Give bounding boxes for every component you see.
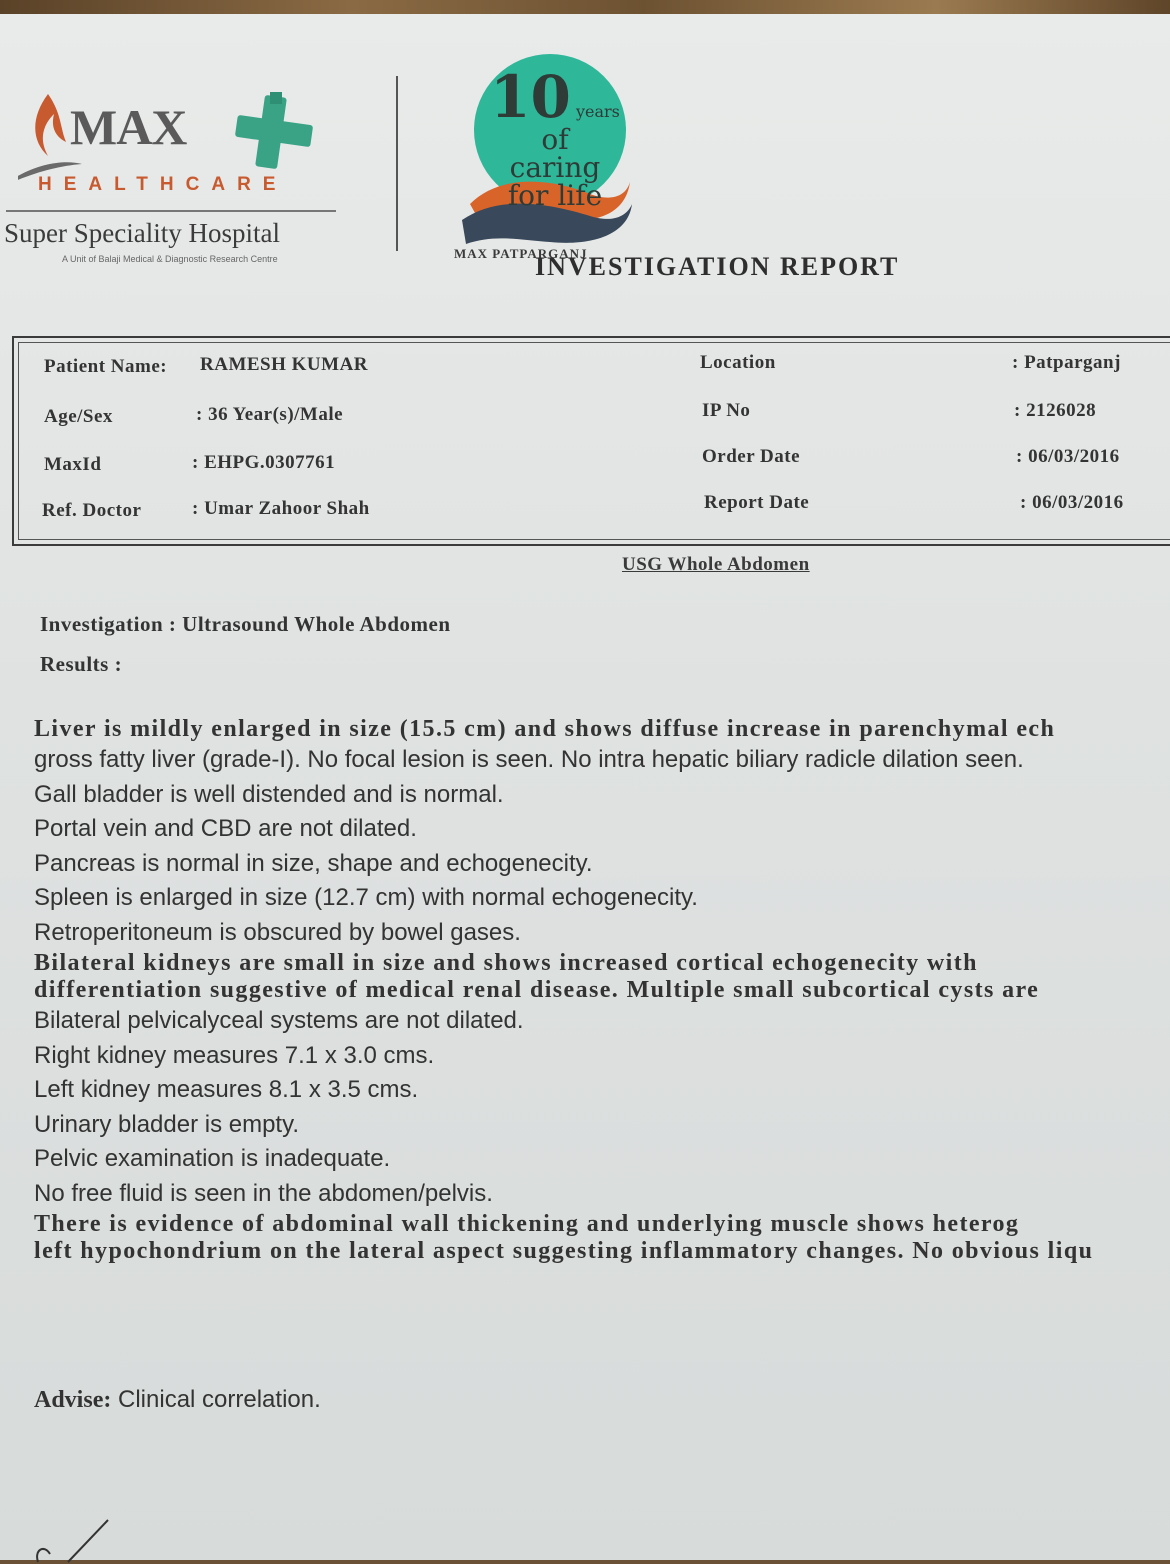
advise-value: Clinical correlation. (118, 1386, 321, 1413)
maxid-label: MaxId (44, 454, 102, 475)
finding-line: Left kidney measures 8.1 x 3.5 cms. (34, 1076, 419, 1103)
anniversary-badge (440, 54, 640, 254)
brand-subtitle: HEALTHCARE (38, 174, 288, 195)
medical-cross-icon (232, 92, 322, 172)
signature-mark-icon (28, 1514, 148, 1564)
header-divider (396, 76, 398, 251)
ref-doctor-value: : Umar Zahoor Shah (192, 498, 370, 519)
badge-life: for life (507, 179, 603, 212)
finding-line: Urinary bladder is empty. (34, 1110, 299, 1138)
badge-of: of (541, 123, 569, 156)
advise-line (34, 1386, 321, 1414)
report-date-label: Report Date (704, 492, 810, 513)
finding-line: Gall bladder is well distended and is normal. (34, 780, 504, 808)
finding-line: Pancreas is normal in size, shape and echogenecity. (34, 849, 593, 877)
order-date-value: : 06/03/2016 (1016, 446, 1120, 467)
logo-divider (6, 210, 336, 212)
finding-line: No free fluid is seen in the abdomen/pelvis. (34, 1179, 493, 1207)
patient-name-value: RAMESH KUMAR (200, 354, 369, 375)
investigation-line: Investigation : Ultrasound Whole Abdomen (40, 612, 451, 636)
finding-line: left hypochondrium on the lateral aspect suggesting inflammatory changes. No obvious liqu (34, 1238, 1094, 1264)
badge-years: years (575, 102, 620, 121)
brand-name: MAX (70, 99, 187, 155)
age-sex-label: Age/Sex (44, 406, 113, 427)
ref-doctor-label: Ref. Doctor (42, 500, 142, 521)
finding-line: gross fatty liver (grade-I). No focal lesion is seen. No intra hepatic biliary radicle dilation seen. (34, 746, 1024, 773)
order-date-label: Order Date (702, 446, 801, 467)
finding-line: Spleen is enlarged in size (12.7 cm) with normal echogenecity. (34, 884, 698, 911)
badge-text (480, 63, 630, 212)
ip-no-value: : 2126028 (1014, 400, 1097, 421)
maxid-value: : EHPG.0307761 (192, 452, 336, 473)
findings-list (34, 716, 1170, 1265)
section-title: USG Whole Abdomen (622, 554, 810, 575)
unit-line: A Unit of Balaji Medical & Diagnostic Research Centre (62, 254, 278, 264)
location-label: Location (700, 352, 776, 373)
finding-line: Bilateral pelvicalyceal systems are not dilated. (34, 1007, 524, 1034)
report-title: INVESTIGATION REPORT (535, 252, 900, 281)
report-sheet (0, 14, 1170, 1560)
advise-label: Advise: (34, 1387, 112, 1413)
location-value: : Patparganj (1012, 352, 1121, 373)
badge-location-name: MAX PATPARGANJ (454, 246, 588, 261)
badge-ten: 10 (490, 63, 571, 131)
patient-name-label: Patient Name: (44, 356, 168, 377)
finding-line: Bilateral kidneys are small in size and shows increased cortical echogenecity with (34, 950, 978, 976)
finding-line: There is evidence of abdominal wall thickening and underlying muscle shows heterog (34, 1211, 1020, 1237)
ip-no-label: IP No (702, 400, 751, 421)
finding-line: Portal vein and CBD are not dilated. (34, 815, 417, 842)
finding-line: Retroperitoneum is obscured by bowel gases. (34, 918, 521, 946)
report-date-value: : 06/03/2016 (1020, 492, 1124, 513)
finding-line: Right kidney measures 7.1 x 3.0 cms. (34, 1041, 435, 1069)
hospital-name: Super Speciality Hospital (4, 218, 280, 248)
age-sex-value: : 36 Year(s)/Male (196, 404, 344, 425)
finding-line: Liver is mildly enlarged in size (15.5 cm) and shows diffuse increase in parenchymal ech (34, 716, 1056, 742)
patient-info-inner-border (18, 342, 1170, 540)
max-healthcare-logo (0, 64, 390, 284)
finding-line: Pelvic examination is inadequate. (34, 1145, 391, 1172)
patient-info-box (12, 336, 1170, 546)
badge-caring: caring (509, 151, 601, 184)
results-label: Results : (40, 652, 123, 676)
finding-line: differentiation suggestive of medical renal disease. Multiple small subcortical cysts are (34, 977, 1040, 1003)
